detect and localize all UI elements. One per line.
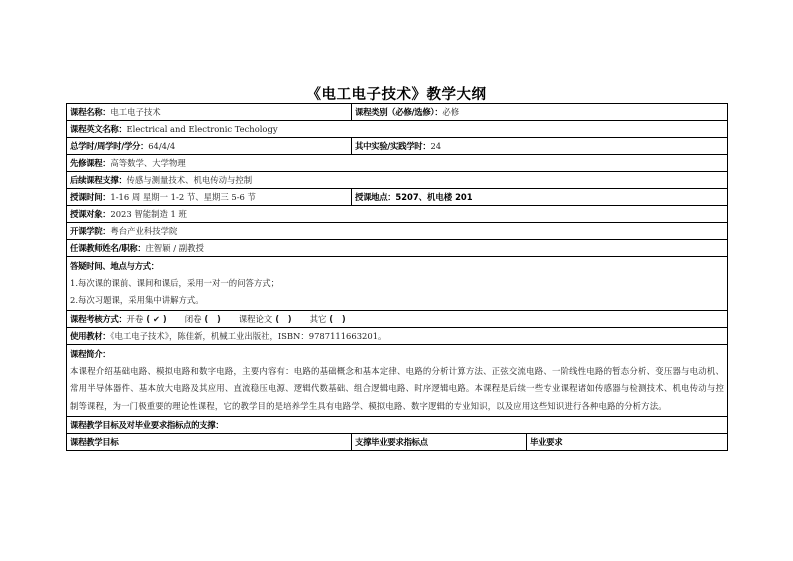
table-row <box>67 155 728 172</box>
teacher-cell <box>67 240 728 257</box>
college-cell <box>67 223 728 240</box>
intro-text: 本课程介绍基础电路、模拟电路和数字电路，主要内容有：电路的基础概念和基本定律、电路的分析计算方法、正弦交流电路、一阶线性电路的暂态分析、变压器与电动机、常用半导体器件、基本放大电路及其应用、直流稳压电源、逻辑代数基础、组合逻辑电路、时序逻辑电路。本课程是后续一些专业课程诸如传感器与检测技术、机电传动与控制等课程，为一门极重要的理论性课程，它的教学目的是培养学生具有电路学、模拟电路、数字逻辑的专业知识，以及应用这些知识进行各种电路的分析方法。 <box>70 366 725 411</box>
schedule-label: 授课时间： <box>70 192 111 202</box>
table-row <box>67 345 728 417</box>
location-cell <box>352 189 728 206</box>
college-value: 粤台产业科技学院 <box>110 226 178 236</box>
assessment-option-paper[interactable]: 课程论文 ( ) <box>238 314 292 324</box>
course-type-cell <box>352 104 728 121</box>
office-hours-line-1: 1.每次课的课前、课间和课后，采用一对一的问答方式； <box>70 278 279 288</box>
lab-hours-label: 其中实验/实践学时： <box>355 141 431 151</box>
english-name-value: Electrical and Electronic Techology <box>126 124 278 134</box>
college-label: 开课学院： <box>70 226 111 236</box>
teacher-label: 任课教师姓名/职称： <box>70 243 146 253</box>
table-row <box>67 172 728 189</box>
assessment-label: 课程考核方式： <box>70 314 127 324</box>
followup-cell <box>67 172 728 189</box>
table-row <box>67 121 728 138</box>
intro-cell <box>67 345 728 417</box>
assessment-option-closed-book[interactable]: 闭卷 ( ) <box>184 314 221 324</box>
table-row <box>67 138 728 155</box>
syllabus-table <box>66 103 728 451</box>
schedule-cell <box>67 189 352 206</box>
hours-value: 64/4/4 <box>148 141 176 151</box>
assessment-cell <box>67 311 728 328</box>
table-row <box>67 206 728 223</box>
table-row <box>67 104 728 121</box>
objectives-header-cell <box>67 417 728 434</box>
location-value: 5207、机电楼 201 <box>395 192 473 202</box>
table-row <box>67 223 728 240</box>
lab-hours-value: 24 <box>430 141 442 151</box>
followup-label: 后续课程支撑： <box>70 175 127 185</box>
column-header-objective: 课程教学目标 <box>67 434 352 451</box>
schedule-value: 1-16 周 星期一 1-2 节、星期三 5-6 节 <box>110 192 256 202</box>
table-row <box>67 328 728 345</box>
checkmark-icon: ✔ <box>152 314 160 324</box>
objectives-header-label: 课程教学目标及对毕业要求指标点的支撑： <box>70 420 224 431</box>
lab-hours-cell <box>352 138 728 155</box>
teacher-value: 庄智颖 / 副教授 <box>145 243 204 253</box>
office-hours-line-2: 2.每次习题课，采用集中讲解方式。 <box>70 295 204 305</box>
hours-label: 总学时/周学时/学分： <box>70 141 149 151</box>
audience-value: 2023 智能制造 1 班 <box>110 209 187 219</box>
followup-value: 传感与测量技术、机电传动与控制 <box>126 175 253 185</box>
textbook-cell <box>67 328 728 345</box>
table-header-row <box>67 434 728 451</box>
textbook-value: 《电工电子技术》，陈佳新，机械工业出版社，ISBN：9787111663201。 <box>110 331 387 341</box>
office-hours-cell <box>67 257 728 311</box>
course-name-cell <box>67 104 352 121</box>
assessment-option-open-book[interactable]: 开卷 ( ✔ ) <box>126 314 167 324</box>
document-title: 《电工电子技术》教学大纲 <box>306 87 487 103</box>
office-hours-label: 答疑时间、地点与方式： <box>70 261 159 271</box>
table-row <box>67 189 728 206</box>
english-name-label: 课程英文名称： <box>70 124 127 134</box>
table-row <box>67 311 728 328</box>
table-row <box>67 417 728 434</box>
column-header-requirement: 毕业要求 <box>527 434 728 451</box>
assessment-option-other[interactable]: 其它 ( ) <box>309 314 346 324</box>
course-type-value: 必修 <box>442 107 460 117</box>
table-row <box>67 257 728 311</box>
location-label: 授课地点： <box>355 192 396 202</box>
prerequisites-cell <box>67 155 728 172</box>
english-name-cell <box>67 121 728 138</box>
course-name-label: 课程名称： <box>70 107 111 117</box>
prerequisites-label: 先修课程： <box>70 158 111 168</box>
hours-cell <box>67 138 352 155</box>
textbook-label: 使用教材： <box>70 331 111 341</box>
intro-label: 课程简介： <box>70 349 111 359</box>
audience-cell <box>67 206 728 223</box>
course-type-label: 课程类别（必修/选修）： <box>355 107 443 117</box>
prerequisites-value: 高等数学、大学物理 <box>110 158 186 168</box>
audience-label: 授课对象： <box>70 209 111 219</box>
course-name-value: 电工电子技术 <box>110 107 161 117</box>
column-header-indicator: 支撑毕业要求指标点 <box>352 434 527 451</box>
table-row <box>67 240 728 257</box>
